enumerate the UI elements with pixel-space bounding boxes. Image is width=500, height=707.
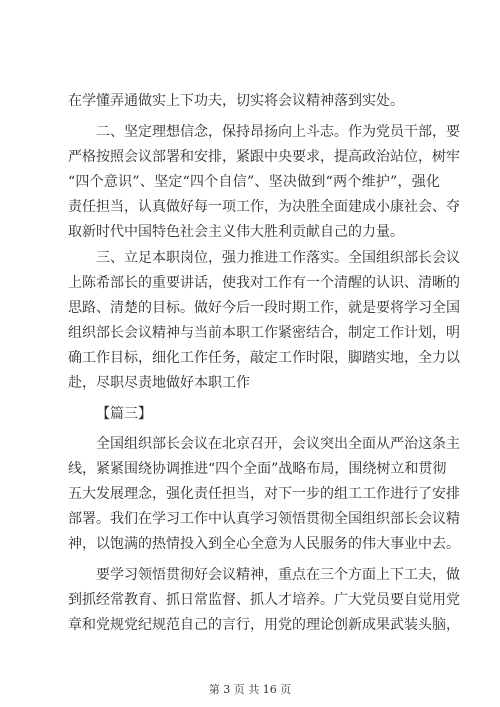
text-line: “四个意识”、坚定“四个自信”、坚决做到“两个维护”，强化 [68,174,440,190]
text-line: 部署。我们在学习工作中认真学习领悟贯彻全国组织部长会议精 [68,511,460,527]
text-line: 严格按照会议部署和安排，紧跟中央要求，提高政治站位，树牢 [68,149,460,165]
text-line: 确工作目标，细化工作任务，敲定工作时限，脚踏实地，全力以 [68,350,460,366]
text-line: 要学习领悟贯彻好会议精神，重点在三个方面上下工夫，做 [96,567,460,583]
page-footer: 第 3 页 共 16 页 [208,683,292,696]
text-line: 在学懂弄通做实上下功夫，切实将会议精神落到实处。 [68,93,404,109]
text-line: 二、坚定理想信念，保持昂扬向上斗志。作为党员干部，要 [96,124,460,140]
text-line: 上陈希部长的重要讲话，使我对工作有一个清醒的认识、清晰的 [68,275,460,291]
text-line: 赴，尽职尽责地做好本职工作 [68,375,250,391]
text-line: 章和党规党纪规范自己的言行，用党的理论创新成果武装头脑， [68,617,460,633]
text-line: 到抓经常教育、抓日常监督、抓人才培养。广大党员要自觉用党 [68,592,460,608]
text-line: 全国组织部长会议在北京召开，会议突出全面从严治这条主 [96,436,460,452]
text-line: 五大发展理念，强化责任担当，对下一步的组工工作进行了安排 [68,486,460,502]
text-line: 责任担当，认真做好每一项工作，为决胜全面建成小康社会、夺 [68,199,460,215]
text-line: 三、立足本职岗位，强力推进工作落实。全国组织部长会议 [96,250,460,266]
section-heading: 【篇三】 [96,406,152,422]
text-line: 取新时代中国特色社会主义伟大胜利贡献自己的力量。 [68,224,404,240]
text-line: 组织部长会议精神与当前本职工作紧密结合，制定工作计划，明 [68,325,460,341]
text-line: 线，紧紧围绕协调推进“四个全面”战略布局，围绕树立和贯彻 [68,461,447,477]
text-line: 思路、清楚的目标。做好今后一段时期工作，就是要将学习全国 [68,300,460,316]
text-line: 神，以饱满的热情投入到全心全意为人民服务的伟大事业中去。 [68,536,460,552]
